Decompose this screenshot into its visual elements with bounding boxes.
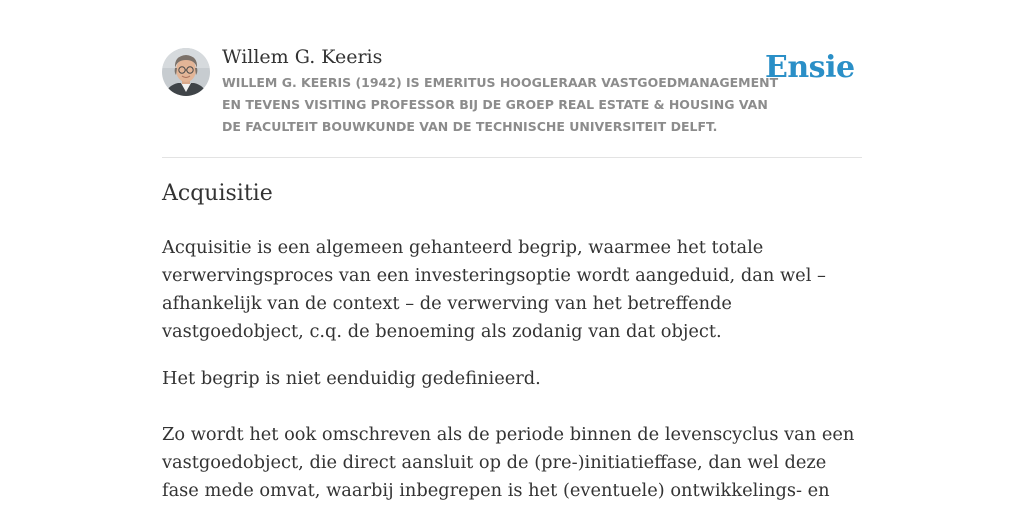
author-header — [162, 44, 862, 158]
article-paragraph: Acquisitie is een algemeen gehanteerd begrip, waarmee het totale verwervingsproces van een investeringsoptie wordt aangeduid, dan wel – afhankelijk van de context – de verwerving van het betreffende vastgoedobject, c.q. de benoeming als zodanig van dat object. — [162, 237, 826, 342]
author-avatar[interactable] — [162, 48, 210, 96]
article-body — [162, 234, 862, 512]
article-paragraph: Het begrip is niet eenduidig gedefinieerd. Zo wordt het ook omschreven als de periode binnen de levenscyclus van een vastgoedobject, die direct aansluit op de (pre-)initiatieffase, dan wel deze fase mede omvat, waarbij inbegrepen is het (eventuele) ontwikkelings- en — [162, 368, 855, 501]
author-name[interactable]: Willem G. Keeris — [222, 46, 383, 68]
author-photo — [162, 48, 210, 96]
article-title: Acquisitie — [162, 181, 273, 206]
ensie-logo[interactable]: Ensie — [765, 50, 855, 85]
author-bio: WILLEM G. KEERIS (1942) IS EMERITUS HOOGLERAAR VASTGOEDMANAGEMENT EN TEVENS VISITING PROFESSOR BIJ DE GROEP REAL ESTATE & HOUSING VAN DE FACULTEIT BOUWKUNDE VAN DE TECHNISCHE UNIVERSITEIT DELFT. — [222, 75, 779, 134]
